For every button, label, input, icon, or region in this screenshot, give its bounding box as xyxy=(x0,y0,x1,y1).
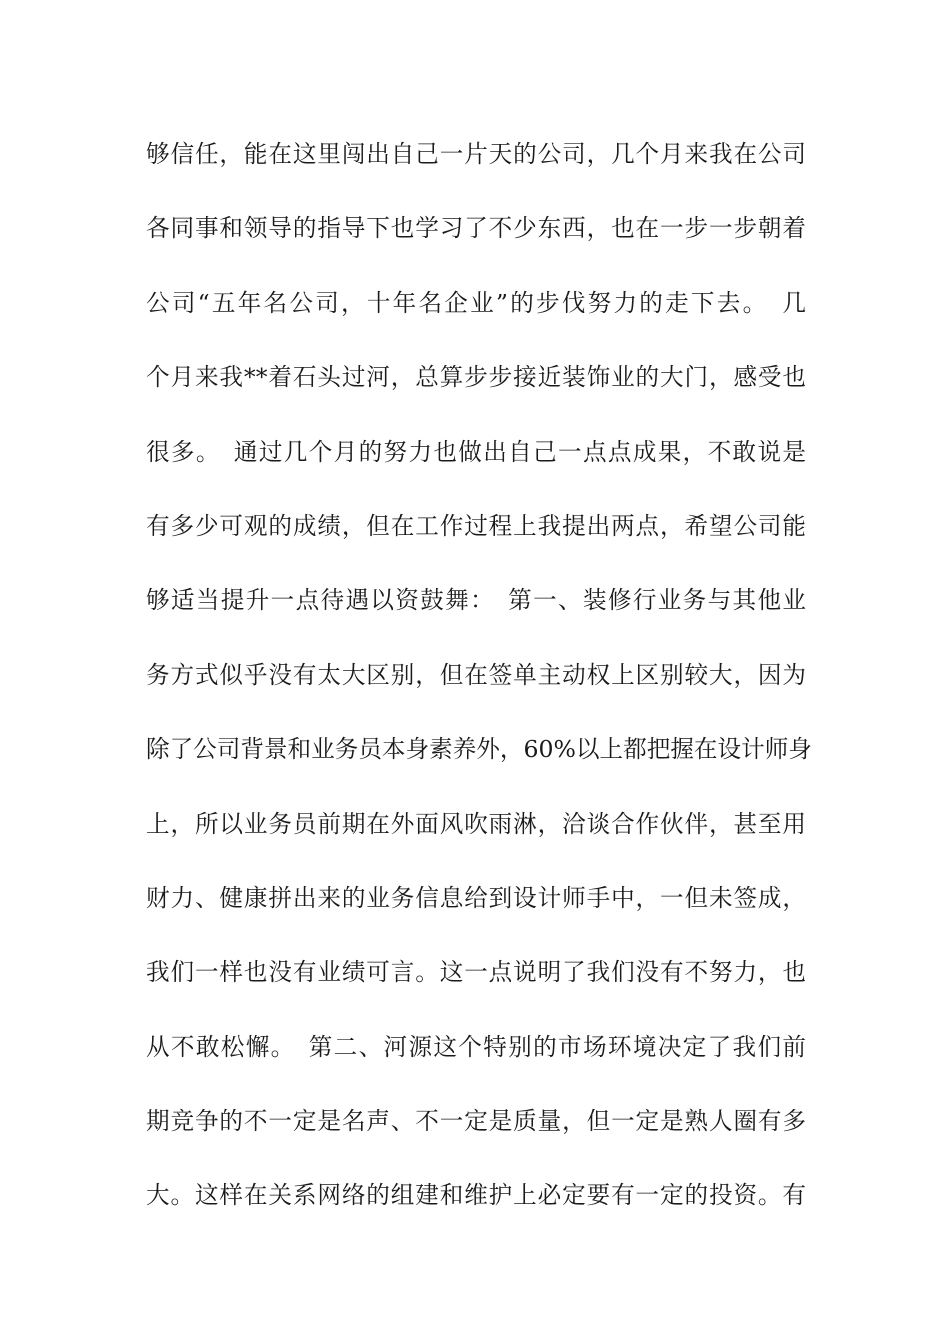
text-line-2: 各同事和领导的指导下也学习了不少东西，也在一步一步朝着 xyxy=(146,214,806,243)
text-line-11: 财力、健康拼出来的业务信息给到设计师手中，一但未签成， xyxy=(146,883,806,912)
text-line-14: 期竞争的不一定是名声、不一定是质量，但一定是熟人圈有多 xyxy=(146,1107,806,1136)
text-line-13: 从不敢松懈。 第二、河源这个特别的市场环境决定了我们前 xyxy=(146,1032,806,1061)
text-line-1: 够信任，能在这里闯出自己一片天的公司，几个月来我在公司 xyxy=(146,140,806,168)
body-text xyxy=(146,132,812,1248)
text-line-15: 大。这样在关系网络的组建和维护上必定要有一定的投资。有 xyxy=(146,1181,806,1210)
text-line-4: 个月来我**着石头过河，总算步步接近装饰业的大门，感受也 xyxy=(146,363,806,392)
text-line-5: 很多。 通过几个月的努力也做出自己一点点成果，不敢说是 xyxy=(146,437,806,466)
text-line-3: 公司“五年名公司，十年名企业”的步伐努力的走下去。 几 xyxy=(146,288,806,317)
text-line-10: 上，所以业务员前期在外面风吹雨淋，洽谈合作伙伴，甚至用 xyxy=(146,809,806,838)
text-line-7: 够适当提升一点待遇以资鼓舞： 第一、装修行业务与其他业 xyxy=(146,586,806,615)
text-line-6: 有多少可观的成绩，但在工作过程上我提出两点，希望公司能 xyxy=(146,511,806,540)
text-line-8: 务方式似乎没有太大区别，但在签单主动权上区别较大，因为 xyxy=(146,660,806,689)
text-line-12: 我们一样也没有业绩可言。这一点说明了我们没有不努力，也 xyxy=(146,958,806,987)
text-line-9: 除了公司背景和业务员本身素养外，60%以上都把握在设计师身 xyxy=(146,735,812,764)
